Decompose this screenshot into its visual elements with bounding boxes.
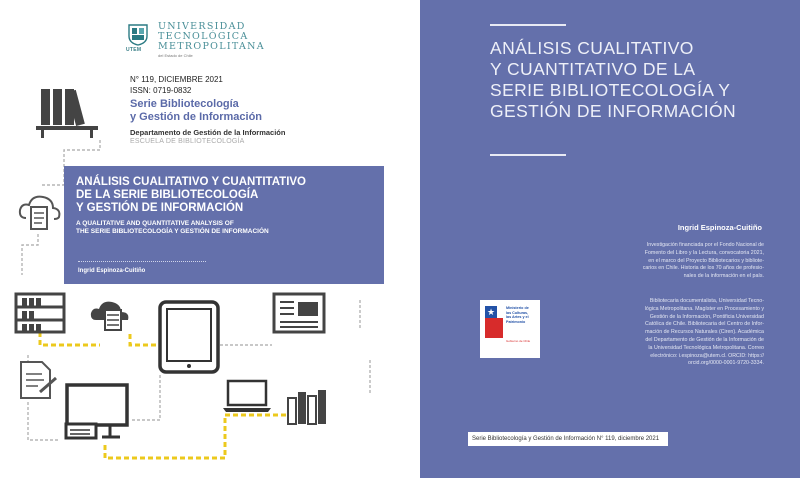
ministry-name: Ministerio de las Culturas, las Artes y el Patrimonio — [506, 306, 529, 324]
cloud-document-icon — [18, 192, 62, 234]
government-logo — [480, 300, 540, 358]
cover-title: ANÁLISIS CUALITATIVO Y CUANTITATIVO DE LA SERIE BIBLIOTECOLOGÍA Y GESTIÓN DE INFORMACIÓN — [76, 176, 306, 214]
bookshelf-icon — [36, 86, 98, 138]
funding-paragraph: Investigación financiada por el Fondo Nacional de Fomento del Libro y la Lectura, convocatoria 2021, en el marco del Proyecto Bibliotecarios y bibliote- carios en Chile. Historia de los 70 años de profesio- nales de la información en el país. — [642, 242, 764, 280]
top-rule — [490, 24, 566, 26]
issue-number: N° 119, DICIEMBRE 2021 — [130, 75, 223, 84]
footer-series: Serie Bibliotecología y Gestión de Información N° 119, diciembre 2021 — [468, 432, 668, 446]
cover-author: Ingrid Espinoza-Cuitiño — [78, 268, 146, 274]
desktop-computer-icon — [64, 382, 130, 442]
department: Departamento de Gestión de la Información — [130, 128, 286, 137]
bottom-rule — [490, 154, 566, 156]
document-pen-icon — [18, 360, 58, 400]
university-tagline: del Estado de Chile — [158, 53, 193, 58]
tablet-icon — [158, 300, 220, 374]
newspaper-icon — [272, 290, 328, 336]
books-icon — [286, 388, 330, 426]
divider — [78, 261, 206, 262]
government-name: Gobierno de Chile — [506, 339, 531, 343]
back-cover — [420, 0, 800, 478]
issn: ISSN: 0719-0832 — [130, 86, 192, 95]
series-title: Serie Bibliotecología y Gestión de Información — [130, 98, 263, 123]
university-name: UNIVERSIDAD TECNOLÓGICA METROPOLITANA — [158, 21, 265, 52]
laptop-icon — [222, 378, 272, 414]
back-author: Ingrid Espinoza-Cuitiño — [677, 223, 762, 232]
author-bio-paragraph: Bibliotecaria documentalista, Universidad Tecno- lógica Metropolitana. Magíster en Procesamiento y Gestión de la Información, Pontificia Universidad Católica de Chile. Bibliotecaria del Centro de Infor- mación de Recursos Naturales (Ciren). Académica del Departamento de Gestión de la Información de la Universidad Tecnológica Metropolitana. Correo electrónico: i.espinoza@utem.cl. ORCID: https:// orcid.org/0000-0001-9720-3334. — [644, 298, 764, 367]
school: ESCUELA DE BIBLIOTECOLOGÍA — [130, 138, 245, 145]
title-box — [64, 166, 384, 284]
filing-cabinet-icon — [14, 292, 66, 336]
star-icon: ★ — [487, 307, 496, 317]
back-title: ANÁLISIS CUALITATIVO Y CUANTITATIVO DE LA SERIE BIBLIOTECOLOGÍA Y GESTIÓN DE INFORMACIÓN — [490, 38, 737, 121]
cloud-server-icon — [90, 298, 132, 332]
logo-acronym: UTEM — [126, 47, 142, 53]
english-title: A QUALITATIVE AND QUANTITATIVE ANALYSIS OF THE SERIE BIBLIOTECOLOGÍA Y GESTIÓN DE INFORMACIÓN — [76, 220, 269, 235]
